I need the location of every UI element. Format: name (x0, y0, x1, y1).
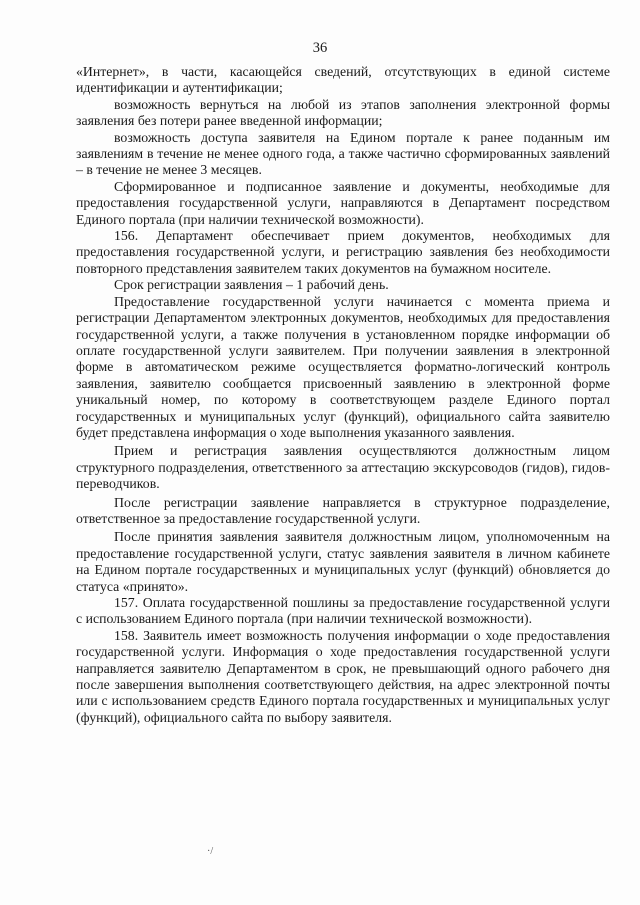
paragraph-158: 158. Заявитель имеет возможность получения информации о ходе предоставления государственной услуги. Информация о ходе предоставления государственной услуги направляется заявителю Департаментом в срок, не превышающий одного рабочего дня после завершения выполнения соответствующего действия, на адрес электронной почты или с использованием средств Единого портала государственных и муниципальных услуг (функций), официального сайта по выбору заявителя. (76, 627, 610, 725)
paragraph-return-to-stages: возможность вернуться на любой из этапов заполнения электронной формы заявления без потери ранее введенной информации; (76, 96, 610, 129)
scan-mark: ·/ (207, 846, 214, 857)
page-number: 36 (312, 40, 328, 56)
paragraph-service-start: Предоставление государственной услуги начинается с момента приема и регистрации Департаментом электронных документов, необходимых для предоставления государственной услуги, а также получения в установленном порядке информации об оплате государственной услуги заявителем. При получении заявления в электронной форме в автоматическом режиме осуществляется форматно-логический контроль заявления, заявителю сообщается присвоенный заявлению в электронной форме уникальный номер, по которому в соответствующем разделе Единого портал государственных и муниципальных услуг (функций), официального сайта заявителю будет представлена информация о ходе выполнения указанного заявления. (76, 293, 610, 440)
paragraph-access-to-submitted: возможность доступа заявителя на Едином портале к ранее поданным им заявлениям в течение не менее одного года, а также частично сформированных заявлений – в течение не менее 3 месяцев. (76, 129, 610, 178)
paragraph-reception-registration: Прием и регистрация заявления осуществляются должностным лицом структурного подразделения, ответственного за аттестацию экскурсоводов (гидов), гидов-переводчиков. (76, 443, 610, 492)
paragraph-internet-continuation: «Интернет», в части, касающейся сведений, отсутствующих в единой системе идентификации и аутентификации; (76, 64, 610, 96)
paragraph-after-registration: После регистрации заявление направляется в структурное подразделение, ответственное за предоставление государственной услуги. (76, 494, 610, 526)
paragraph-status-accepted: После принятия заявления заявителя должностным лицом, уполномоченным на предоставление государственной услуги, статус заявления заявителя в личном кабинете на Едином портале государственных и муниципальных услуг (функций) обновляется до статуса «принято». (76, 529, 610, 594)
document-body (76, 64, 610, 726)
paragraph-registration-period: Срок регистрации заявления – 1 рабочий день. (114, 277, 389, 293)
paragraph-formed-application: Сформированное и подписанное заявление и документы, необходимые для предоставления государственной услуги, направляются в Департамент посредством Единого портала (при наличии технической возможности). (76, 178, 610, 227)
paragraph-157: 157. Оплата государственной пошлины за предоставление государственной услуги с использованием Единого портала (при наличии технической возможности). (76, 595, 610, 627)
paragraph-156: 156. Департамент обеспечивает прием документов, необходимых для предоставления государственной услуги, и регистрацию заявления без необходимости повторного представления заявителем таких документов на бумажном носителе. (76, 228, 610, 276)
